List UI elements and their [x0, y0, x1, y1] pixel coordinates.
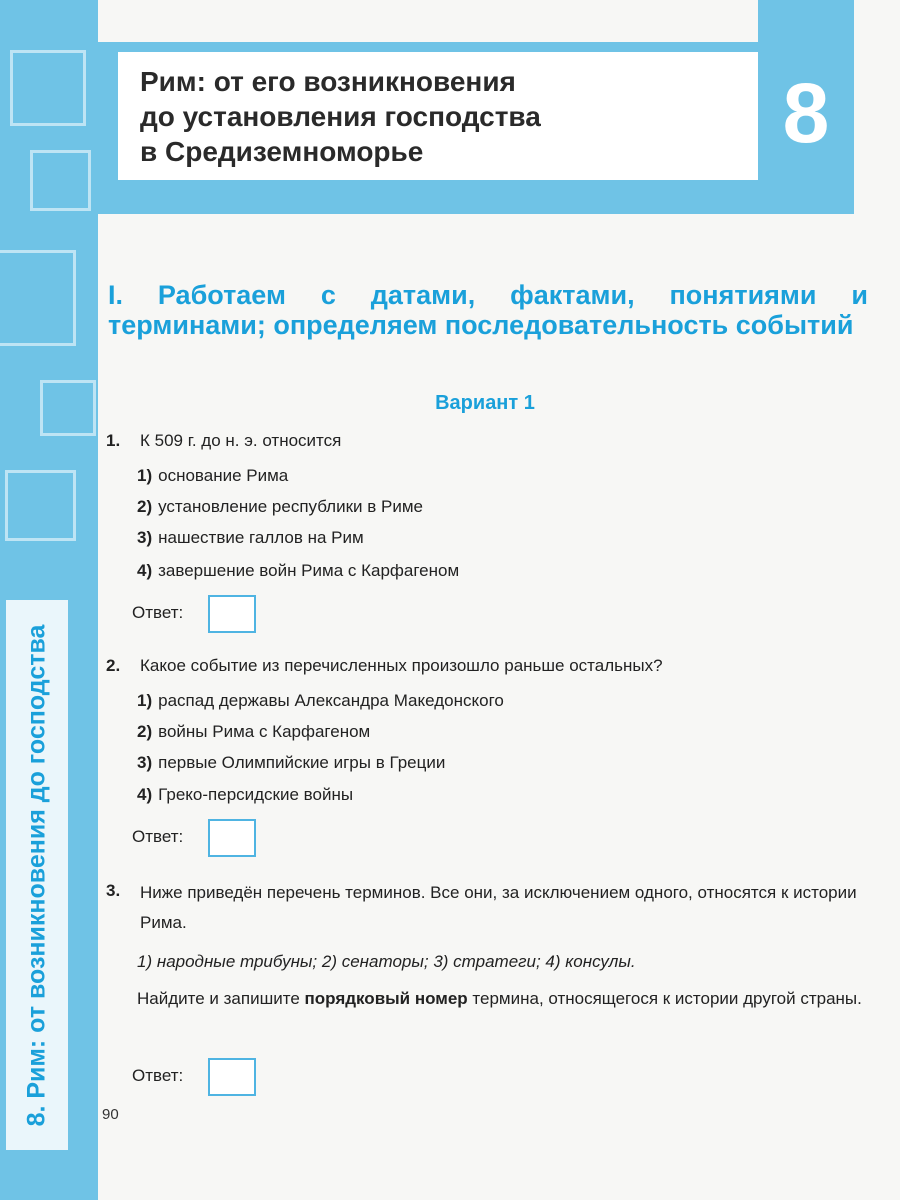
question-number: 3. [106, 881, 121, 900]
option-1-2 [137, 497, 423, 517]
answer-label-2: Ответ: [132, 827, 184, 846]
option-1-4 [137, 561, 459, 581]
option-number: 1) [137, 466, 153, 485]
answer-box-2[interactable] [208, 819, 256, 857]
option-text: Греко-персидские войны [158, 785, 354, 804]
instruction-text: термина, относящегося к истории другой страны. [467, 989, 862, 1008]
side-chapter-label-text: 8. Рим: от возникновения до господства [22, 624, 51, 1126]
side-chapter-label [6, 600, 68, 1150]
title-box [118, 52, 758, 180]
title-line-2: до установления господства [140, 101, 541, 132]
option-2-4 [137, 785, 353, 805]
title-line-3: в Средиземноморье [140, 136, 424, 167]
title-line-1: Рим: от его возникновения [140, 66, 516, 97]
option-number: 2) [137, 722, 153, 741]
option-2-1 [137, 691, 504, 711]
section-heading: I. Работаем с датами, фактами, понятиями и терминами; определяем последовательность событий [108, 280, 868, 340]
question-3-text: Ниже приведён перечень терминов. Все они, за исключением одного, относятся к истории Рима. [140, 883, 857, 932]
option-text: нашествие галлов на Рим [158, 528, 364, 547]
question-number: 2. [106, 656, 121, 675]
option-number: 1) [137, 691, 153, 710]
option-number: 4) [137, 561, 153, 580]
question-2 [106, 655, 876, 679]
option-1-3 [137, 528, 364, 548]
answer-box-1[interactable] [208, 595, 256, 633]
option-text: распад державы Александра Македонского [158, 691, 504, 710]
decor-square [0, 250, 76, 346]
option-1-1 [137, 466, 288, 486]
option-text: первые Олимпийские игры в Греции [158, 753, 446, 772]
option-number: 3) [137, 528, 153, 547]
option-number: 4) [137, 785, 153, 804]
option-2-3 [137, 753, 445, 773]
answer-label-3: Ответ: [132, 1066, 184, 1085]
question-1 [106, 430, 876, 454]
answer-label-1: Ответ: [132, 603, 184, 622]
chapter-number-box [758, 0, 854, 214]
question-number: 1. [106, 431, 121, 450]
terms-list: 1) народные трибуны; 2) сенаторы; 3) стратеги; 4) консулы. [137, 952, 636, 971]
option-2-2 [137, 722, 370, 742]
option-text: основание Рима [158, 466, 289, 485]
variant-heading: Вариант 1 [435, 392, 535, 414]
chapter-number: 8 [782, 66, 830, 160]
question-3-instruction [137, 984, 862, 1014]
left-decorative-band [0, 0, 98, 1200]
decor-square [10, 50, 86, 126]
answer-box-3[interactable] [208, 1058, 256, 1096]
instruction-bold: порядковый номер [304, 989, 468, 1008]
page-number: 90 [102, 1106, 119, 1123]
option-number: 2) [137, 497, 153, 516]
question-text: К 509 г. до н. э. относится [140, 431, 342, 450]
instruction-text: Найдите и запишите [137, 989, 305, 1008]
option-text: установление республики в Риме [158, 497, 423, 516]
option-text: войны Рима с Карфагеном [158, 722, 371, 741]
question-text: Какое событие из перечисленных произошло раньше остальных? [140, 656, 663, 675]
option-text: завершение войн Рима с Карфагеном [158, 561, 460, 580]
decor-square [5, 470, 76, 541]
page-title [140, 64, 541, 169]
decor-square [30, 150, 91, 211]
option-number: 3) [137, 753, 153, 772]
